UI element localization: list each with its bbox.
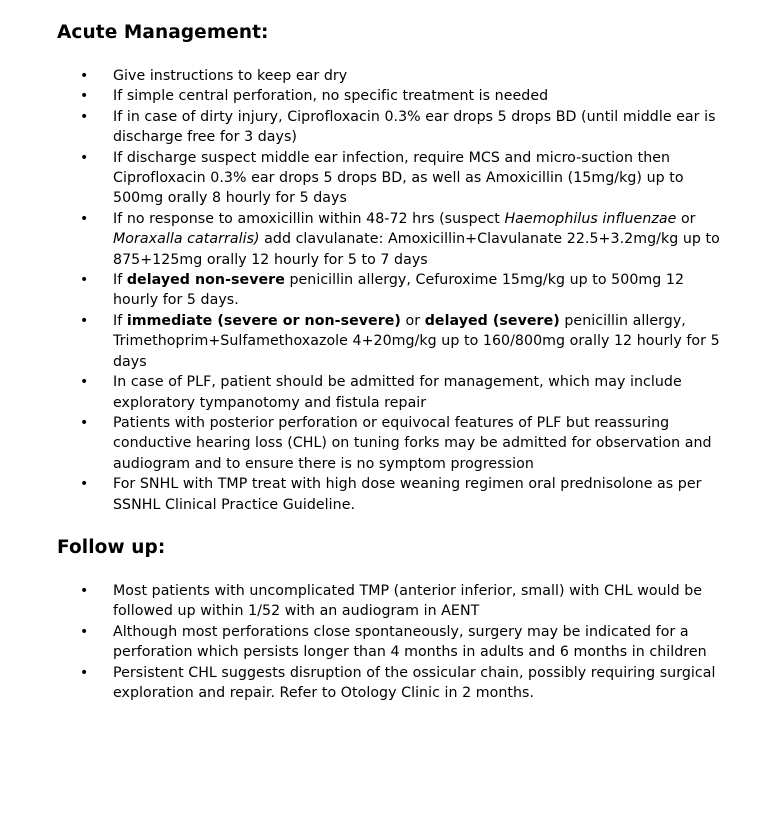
list-item-text: Give instructions to keep ear dry (113, 68, 348, 84)
allergy-type: delayed non-severe (126, 272, 285, 289)
bullet-icon: • (80, 88, 89, 105)
list-item (0, 663, 759, 704)
acute-management-list (0, 66, 759, 515)
list-item (0, 581, 759, 622)
bullet-icon: • (80, 623, 89, 640)
list-item (0, 209, 759, 270)
acute-management-heading: Acute Management: (57, 22, 269, 43)
organism-name: Moraxalla catarralis) (113, 231, 260, 248)
list-item-text: If simple central perforation, no specific treatment is needed (113, 88, 549, 105)
list-item-text: Although most perforations close spontaneously, surgery may be indicated for a perforation which persists longer than 4 months in adults and 6 months in children (113, 623, 707, 661)
list-item-text: For SNHL with TMP treat with high dose weaning regimen oral prednisolone as per SSNHL Clinical Practice Guideline. (113, 476, 702, 513)
list-item-text: If in case of dirty injury, Ciprofloxacin 0.3% ear drops 5 drops BD (until middle ear is discharge free for 3 days) (113, 108, 716, 146)
list-item-text: If (113, 312, 127, 329)
bullet-icon: • (80, 149, 89, 166)
list-item (0, 474, 759, 515)
bullet-icon: • (80, 374, 89, 391)
bullet-icon: • (80, 664, 89, 681)
allergy-type: immediate (severe or non-severe) (126, 312, 401, 329)
list-item (0, 148, 759, 209)
allergy-type: delayed (severe) (424, 312, 560, 329)
list-item (0, 413, 759, 474)
bullet-icon: • (80, 108, 89, 125)
list-item-text: or (400, 312, 425, 329)
list-item-text: penicillin allergy, Cefuroxime 15mg/kg up to 500mg 12 hourly for 5 days. (113, 272, 685, 309)
list-item (0, 372, 759, 413)
bullet-icon: • (80, 272, 89, 289)
list-item-text: If discharge suspect middle ear infection, require MCS and micro-suction then Ciprofloxacin 0.3% ear drops 5 drops BD, as well as Amoxicillin (15mg/kg) up to 500mg orally 8 hourly for 5 days (113, 149, 684, 207)
list-item-text: Most patients with uncomplicated TMP (anterior inferior, small) with CHL would be followed up within 1/52 with an audiogram in AENT (113, 583, 703, 620)
list-item (0, 66, 759, 86)
bullet-icon: • (80, 476, 89, 493)
bullet-icon: • (80, 583, 89, 599)
list-item-text: Persistent CHL suggests disruption of the ossicular chain, possibly requiring surgical exploration and repair. Refer to Otology Clinic in 2 months. (113, 664, 716, 702)
list-item-text: Patients with posterior perforation or equivocal features of PLF but reassuring conductive hearing loss (CHL) on tuning forks may be admitted for observation and audiogram and to ensure there is no symptom progression (113, 414, 712, 472)
bullet-icon: • (80, 210, 89, 227)
bullet-icon: • (80, 312, 89, 329)
bullet-icon: • (80, 414, 89, 431)
list-item-text: or (676, 210, 696, 227)
list-item-text: If no response to amoxicillin within 48-72 hrs (suspect (113, 210, 505, 227)
list-item-text: add clavulanate: Amoxicillin+Clavulanate 22.5+3.2mg/kg up to 875+125mg orally 12 hourly for 5 to 7 days (113, 231, 720, 268)
list-item-text: In case of PLF, patient should be admitted for management, which may include exploratory tympanotomy and fistula repair (113, 374, 682, 411)
organism-name: Haemophilus influenzae (504, 210, 677, 227)
bullet-icon: • (80, 68, 89, 84)
list-item (0, 622, 759, 663)
list-item (0, 107, 759, 148)
follow-up-heading: Follow up: (57, 537, 166, 558)
list-item-text: If (113, 272, 127, 289)
list-item (0, 86, 759, 106)
follow-up-list (0, 581, 759, 703)
list-item (0, 270, 759, 311)
list-item (0, 311, 759, 372)
list-item-text: penicillin allergy, Trimethoprim+Sulfamethoxazole 4+20mg/kg up to 160/800mg orally 12 hourly for 5 days (113, 312, 720, 370)
